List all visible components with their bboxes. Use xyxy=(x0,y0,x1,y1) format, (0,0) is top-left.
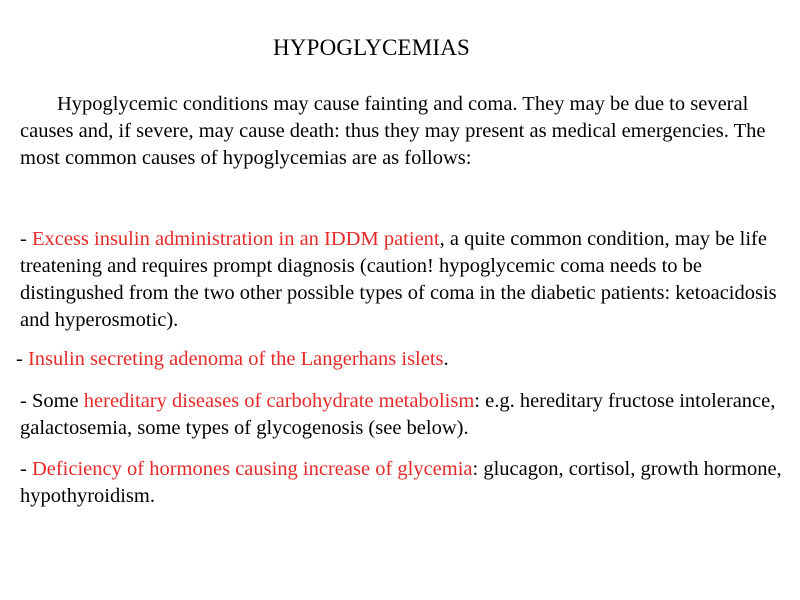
bullet-text: : e.g. hereditary fructose intolerance, galactosemia, some types of glycogenosis (see below). xyxy=(20,390,776,439)
intro-paragraph: Hypoglycemic conditions may cause fainting and coma. They may be due to several causes and, if severe, may cause death: thus they may present as medical emergencies. The most common causes of hypoglycemias are as follows: xyxy=(20,93,766,169)
bullet-item-insulin-excess xyxy=(20,226,790,334)
bullet-item-hormone-deficiency xyxy=(20,456,790,510)
page-title: HYPOGLYCEMIAS xyxy=(272,35,471,60)
bullet-item-adenoma xyxy=(16,346,786,373)
bullet-prefix: - Some xyxy=(20,390,84,412)
bullet-text: , a quite common condition, may be life treatening and requires prompt diagnosis (caution! hypoglycemic coma needs to be distingushed from the two other possible types of coma in the diabetic patients: ketoacidosis and hyperosmotic). xyxy=(20,228,777,331)
bullet-text: : glucagon, cortisol, growth hormone, hypothyroidism. xyxy=(20,458,782,507)
bullet-text: . xyxy=(443,348,449,370)
bullet-prefix: - xyxy=(20,458,32,480)
bullet-highlight: Deficiency of hormones causing increase of glycemia xyxy=(31,458,473,480)
bullet-prefix: - xyxy=(16,348,28,370)
bullet-highlight: hereditary diseases of carbohydrate metabolism xyxy=(83,390,475,412)
bullet-highlight: Excess insulin administration in an IDDM patient xyxy=(31,228,440,250)
bullet-highlight: Insulin secreting adenoma of the Langerhans islets xyxy=(27,348,444,370)
bullet-prefix: - xyxy=(20,228,32,250)
bullet-item-hereditary-diseases xyxy=(20,388,790,442)
